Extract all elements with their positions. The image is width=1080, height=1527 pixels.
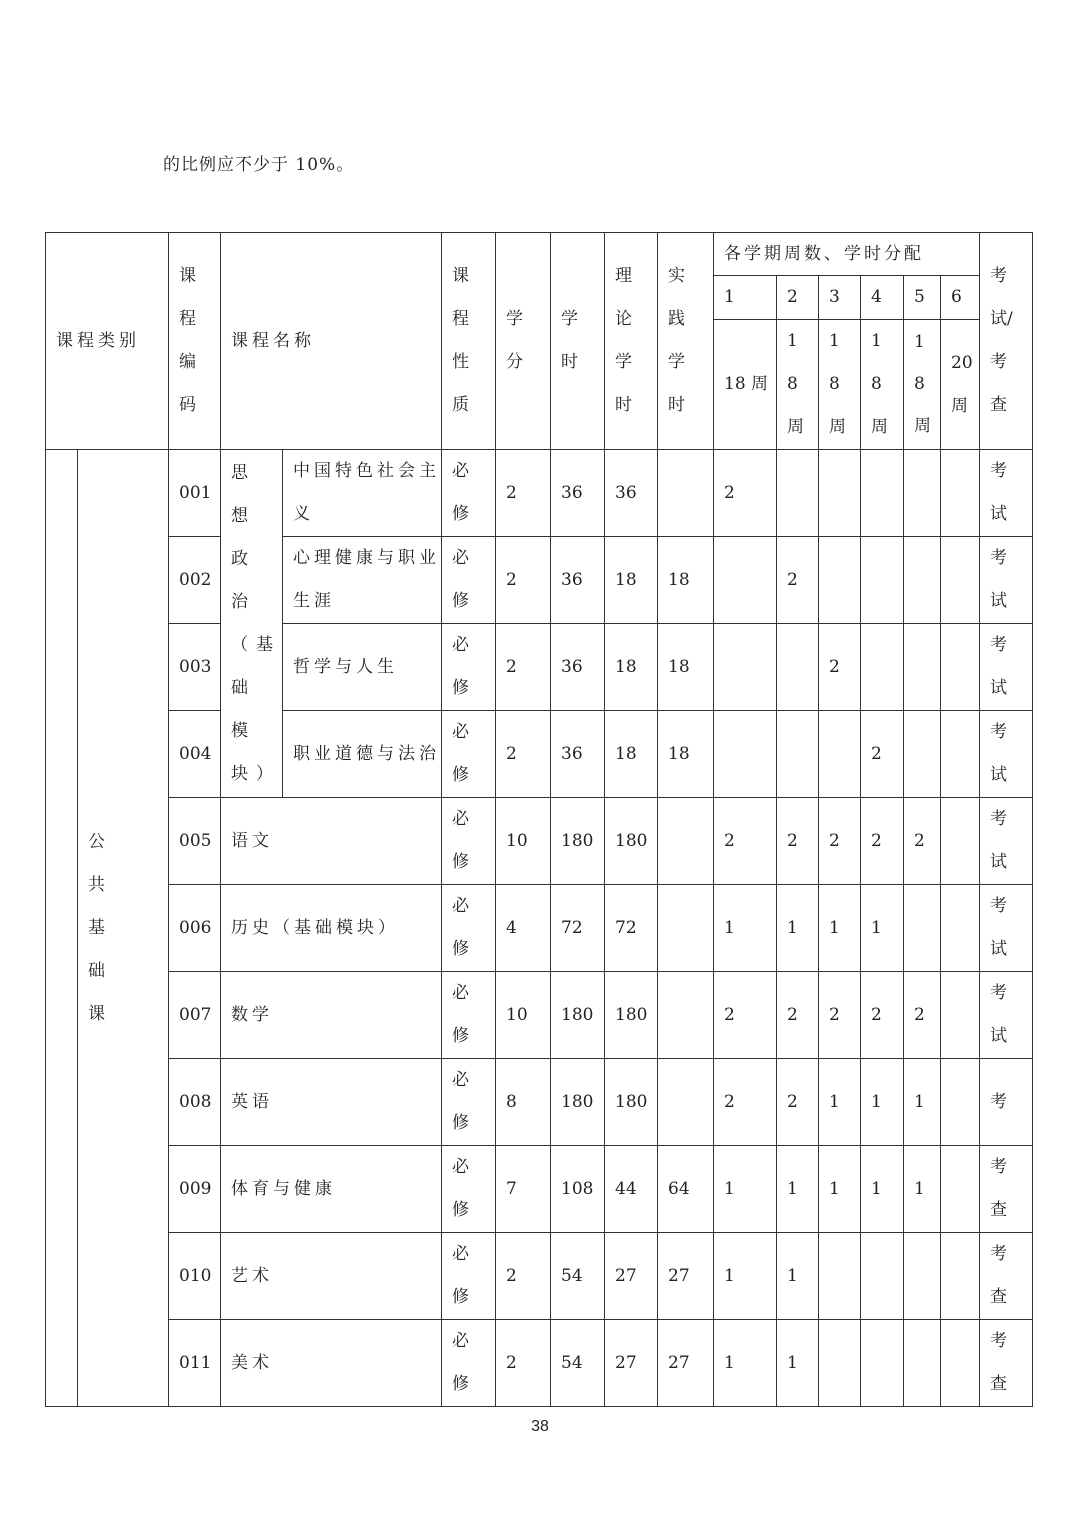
row-s6 xyxy=(941,1233,980,1320)
row-exam: 考试 xyxy=(980,711,1033,798)
row-practice: 64 xyxy=(658,1146,714,1233)
row-hours: 36 xyxy=(551,537,605,624)
row-s4 xyxy=(861,1320,904,1407)
row-s6 xyxy=(941,1320,980,1407)
row-hours: 72 xyxy=(551,885,605,972)
row-s4: 2 xyxy=(861,972,904,1059)
row-nature: 必修 xyxy=(442,1146,496,1233)
row-exam: 考试 xyxy=(980,885,1033,972)
header-semester-6: 6 xyxy=(941,276,980,320)
row-theory: 36 xyxy=(605,450,658,537)
header-weeks-3: 18周 xyxy=(819,320,861,450)
row-s1: 2 xyxy=(714,798,777,885)
row-course-name: 数学 xyxy=(221,972,442,1059)
table-row xyxy=(46,624,1033,711)
intro-text: 的比例应不少于 10%。 xyxy=(163,155,355,175)
row-s4 xyxy=(861,537,904,624)
row-hours: 36 xyxy=(551,711,605,798)
row-s4 xyxy=(861,450,904,537)
table-row xyxy=(46,1146,1033,1233)
row-course-name: 体育与健康 xyxy=(221,1146,442,1233)
row-s1: 2 xyxy=(714,450,777,537)
row-s6 xyxy=(941,885,980,972)
row-course-name: 美术 xyxy=(221,1320,442,1407)
row-practice xyxy=(658,798,714,885)
row-s5 xyxy=(904,1233,941,1320)
header-weeks-1: 18 周 xyxy=(714,320,777,450)
row-s5 xyxy=(904,1320,941,1407)
row-code: 005 xyxy=(169,798,221,885)
row-nature: 必修 xyxy=(442,1233,496,1320)
header-code: 课程编码 xyxy=(169,233,221,450)
row-exam: 考查 xyxy=(980,1233,1033,1320)
row-theory: 27 xyxy=(605,1233,658,1320)
row-credit: 4 xyxy=(496,885,551,972)
row-hours: 36 xyxy=(551,450,605,537)
row-s2: 1 xyxy=(777,1146,819,1233)
row-theory: 44 xyxy=(605,1146,658,1233)
row-s1: 2 xyxy=(714,1059,777,1146)
row-nature: 必修 xyxy=(442,885,496,972)
row-s5 xyxy=(904,450,941,537)
row-theory: 180 xyxy=(605,1059,658,1146)
category-spacer xyxy=(46,450,78,1407)
row-code: 007 xyxy=(169,972,221,1059)
header-name: 课程名称 xyxy=(221,233,442,450)
row-s1 xyxy=(714,711,777,798)
row-theory: 27 xyxy=(605,1320,658,1407)
row-s5 xyxy=(904,537,941,624)
row-exam: 考试 xyxy=(980,624,1033,711)
row-credit: 2 xyxy=(496,1233,551,1320)
row-s1: 1 xyxy=(714,1320,777,1407)
row-course-name: 职业道德与法治 xyxy=(283,711,442,798)
table-row xyxy=(46,972,1033,1059)
row-s2: 1 xyxy=(777,1233,819,1320)
row-credit: 7 xyxy=(496,1146,551,1233)
row-s4: 1 xyxy=(861,885,904,972)
row-code: 010 xyxy=(169,1233,221,1320)
header-semester-5: 5 xyxy=(904,276,941,320)
row-s3 xyxy=(819,1320,861,1407)
row-s2 xyxy=(777,450,819,537)
row-hours: 180 xyxy=(551,1059,605,1146)
row-exam: 考试 xyxy=(980,798,1033,885)
row-course-name: 英语 xyxy=(221,1059,442,1146)
row-practice: 18 xyxy=(658,537,714,624)
row-s5: 1 xyxy=(904,1146,941,1233)
row-s2 xyxy=(777,711,819,798)
table-row xyxy=(46,711,1033,798)
row-hours: 180 xyxy=(551,972,605,1059)
row-s2: 2 xyxy=(777,798,819,885)
row-nature: 必修 xyxy=(442,972,496,1059)
header-weeks-4: 18周 xyxy=(861,320,904,450)
row-nature: 必修 xyxy=(442,798,496,885)
row-s3: 1 xyxy=(819,1059,861,1146)
row-exam: 考试 xyxy=(980,450,1033,537)
row-exam: 考查 xyxy=(980,1146,1033,1233)
header-practice: 实践学时 xyxy=(658,233,714,450)
row-s5 xyxy=(904,624,941,711)
row-theory: 72 xyxy=(605,885,658,972)
table-row xyxy=(46,885,1033,972)
row-nature: 必修 xyxy=(442,1320,496,1407)
row-s3: 1 xyxy=(819,1146,861,1233)
header-semester-2: 2 xyxy=(777,276,819,320)
row-s4: 1 xyxy=(861,1146,904,1233)
row-theory: 18 xyxy=(605,537,658,624)
row-s3 xyxy=(819,1233,861,1320)
row-s6 xyxy=(941,711,980,798)
row-s1 xyxy=(714,537,777,624)
row-s2: 2 xyxy=(777,972,819,1059)
row-exam: 考试 xyxy=(980,537,1033,624)
row-s1: 1 xyxy=(714,1233,777,1320)
row-credit: 10 xyxy=(496,972,551,1059)
row-hours: 180 xyxy=(551,798,605,885)
header-weeks-5: 18周 xyxy=(904,320,941,450)
header-semester-group: 各学期周数、学时分配 xyxy=(714,233,980,276)
row-code: 004 xyxy=(169,711,221,798)
row-nature: 必修 xyxy=(442,711,496,798)
row-exam: 考 xyxy=(980,1059,1033,1146)
row-exam: 考试 xyxy=(980,972,1033,1059)
row-nature: 必修 xyxy=(442,624,496,711)
row-code: 009 xyxy=(169,1146,221,1233)
header-category: 课程类别 xyxy=(46,233,169,450)
row-practice: 27 xyxy=(658,1320,714,1407)
row-practice: 18 xyxy=(658,624,714,711)
row-s3: 2 xyxy=(819,624,861,711)
header-credit: 学分 xyxy=(496,233,551,450)
row-code: 006 xyxy=(169,885,221,972)
table-row xyxy=(46,1059,1033,1146)
row-exam: 考查 xyxy=(980,1320,1033,1407)
row-credit: 2 xyxy=(496,624,551,711)
header-semester-1: 1 xyxy=(714,276,777,320)
row-s6 xyxy=(941,972,980,1059)
row-code: 001 xyxy=(169,450,221,537)
row-credit: 2 xyxy=(496,1320,551,1407)
row-s6 xyxy=(941,450,980,537)
row-s5: 1 xyxy=(904,1059,941,1146)
row-practice xyxy=(658,450,714,537)
row-credit: 10 xyxy=(496,798,551,885)
row-practice: 18 xyxy=(658,711,714,798)
row-s1: 1 xyxy=(714,1146,777,1233)
row-s3 xyxy=(819,537,861,624)
row-course-name: 历史（基础模块） xyxy=(221,885,442,972)
row-hours: 36 xyxy=(551,624,605,711)
table-row xyxy=(46,798,1033,885)
row-course-name: 语文 xyxy=(221,798,442,885)
sub-category-cell: 思想政治（基础模块） xyxy=(221,450,283,798)
row-s5: 2 xyxy=(904,972,941,1059)
row-hours: 108 xyxy=(551,1146,605,1233)
curriculum-table xyxy=(45,232,1033,1407)
row-theory: 180 xyxy=(605,972,658,1059)
row-s6 xyxy=(941,1146,980,1233)
row-s6 xyxy=(941,537,980,624)
category-cell: 公共基础课 xyxy=(78,450,169,1407)
row-s2: 1 xyxy=(777,1320,819,1407)
row-theory: 18 xyxy=(605,624,658,711)
header-semester-4: 4 xyxy=(861,276,904,320)
row-s1 xyxy=(714,624,777,711)
table-row xyxy=(46,450,1033,537)
header-hours: 学时 xyxy=(551,233,605,450)
row-s3: 1 xyxy=(819,885,861,972)
row-s4: 2 xyxy=(861,711,904,798)
row-credit: 2 xyxy=(496,450,551,537)
table-row xyxy=(46,1320,1033,1407)
row-s4 xyxy=(861,624,904,711)
row-course-name: 哲学与人生 xyxy=(283,624,442,711)
row-s4: 2 xyxy=(861,798,904,885)
row-practice xyxy=(658,972,714,1059)
row-s1: 2 xyxy=(714,972,777,1059)
row-s3: 2 xyxy=(819,798,861,885)
header-semester-3: 3 xyxy=(819,276,861,320)
row-code: 003 xyxy=(169,624,221,711)
row-nature: 必修 xyxy=(442,1059,496,1146)
row-s6 xyxy=(941,1059,980,1146)
row-hours: 54 xyxy=(551,1233,605,1320)
row-s2: 2 xyxy=(777,537,819,624)
row-s3 xyxy=(819,711,861,798)
row-hours: 54 xyxy=(551,1320,605,1407)
row-practice xyxy=(658,1059,714,1146)
row-s2: 2 xyxy=(777,1059,819,1146)
header-weeks-2: 18周 xyxy=(777,320,819,450)
row-s2 xyxy=(777,624,819,711)
row-practice: 27 xyxy=(658,1233,714,1320)
row-s5 xyxy=(904,711,941,798)
page-number: 38 xyxy=(531,1418,549,1435)
header-exam: 考试/考查 xyxy=(980,233,1033,450)
row-s4: 1 xyxy=(861,1059,904,1146)
row-s6 xyxy=(941,624,980,711)
row-credit: 8 xyxy=(496,1059,551,1146)
row-credit: 2 xyxy=(496,537,551,624)
row-code: 008 xyxy=(169,1059,221,1146)
row-s6 xyxy=(941,798,980,885)
header-nature: 课程性质 xyxy=(442,233,496,450)
row-code: 011 xyxy=(169,1320,221,1407)
row-s3: 2 xyxy=(819,972,861,1059)
row-s3 xyxy=(819,450,861,537)
table-row xyxy=(46,537,1033,624)
row-course-name: 心理健康与职业生涯 xyxy=(283,537,442,624)
row-s5 xyxy=(904,885,941,972)
header-theory: 理论学时 xyxy=(605,233,658,450)
table-row xyxy=(46,1233,1033,1320)
header-weeks-6: 20周 xyxy=(941,320,980,450)
row-practice xyxy=(658,885,714,972)
row-s2: 1 xyxy=(777,885,819,972)
row-theory: 18 xyxy=(605,711,658,798)
row-code: 002 xyxy=(169,537,221,624)
row-s1: 1 xyxy=(714,885,777,972)
row-nature: 必修 xyxy=(442,450,496,537)
row-s4 xyxy=(861,1233,904,1320)
row-course-name: 中国特色社会主义 xyxy=(283,450,442,537)
row-theory: 180 xyxy=(605,798,658,885)
row-course-name: 艺术 xyxy=(221,1233,442,1320)
row-nature: 必修 xyxy=(442,537,496,624)
row-s5: 2 xyxy=(904,798,941,885)
row-credit: 2 xyxy=(496,711,551,798)
